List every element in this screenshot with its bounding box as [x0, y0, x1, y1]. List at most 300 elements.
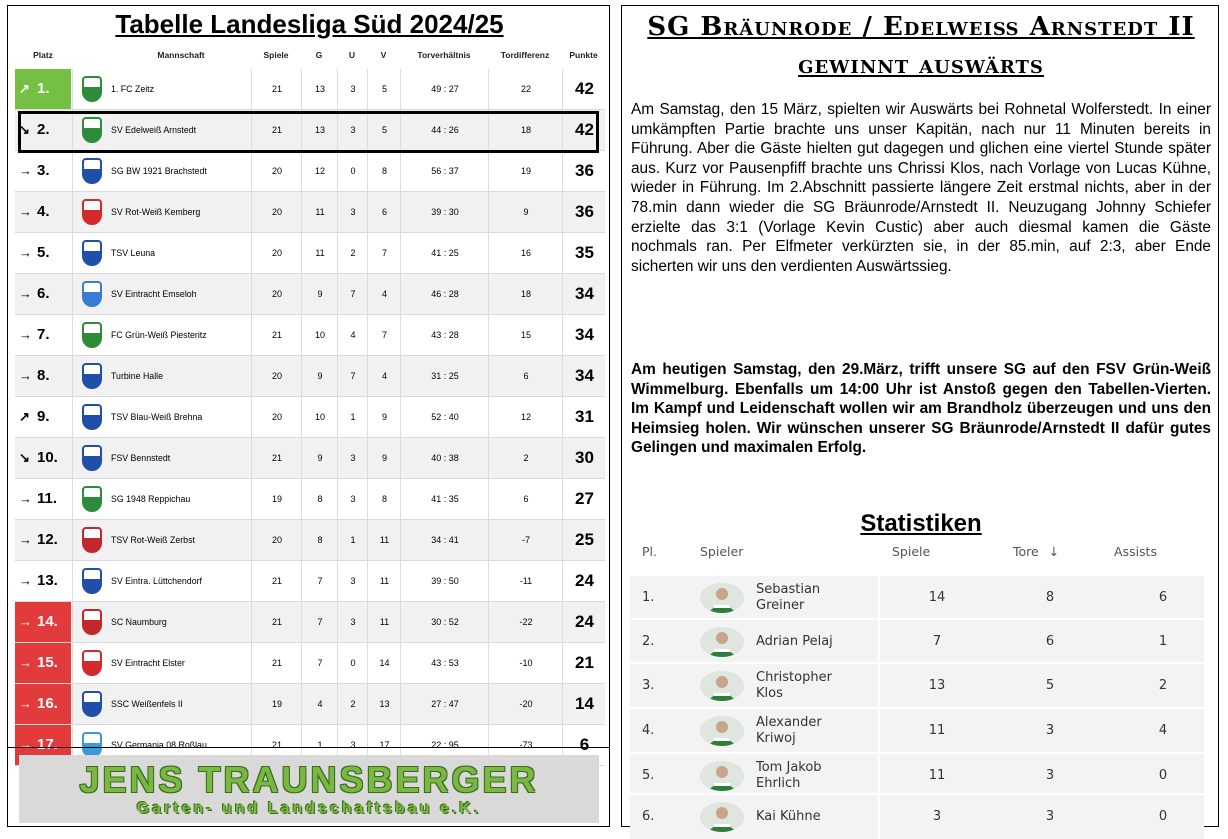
games-played: 21 — [251, 110, 302, 150]
wins: 13 — [301, 69, 338, 109]
table-row — [15, 561, 605, 602]
rank-cell — [15, 69, 71, 109]
goal-ratio: 43 : 53 — [400, 643, 489, 683]
header-platz: Platz — [33, 50, 53, 60]
losses: 4 — [367, 356, 401, 396]
trend-steady-icon: → — [19, 245, 32, 260]
wins: 9 — [301, 356, 338, 396]
losses: 11 — [367, 602, 401, 642]
header-tordifferenz: Tordifferenz — [500, 50, 550, 60]
club-crest-icon — [82, 650, 102, 676]
games-played: 21 — [251, 725, 302, 765]
points: 42 — [562, 110, 606, 150]
club-crest-cell — [72, 233, 107, 273]
player-assists: 1 — [1158, 634, 1168, 649]
club-crest-icon — [82, 199, 102, 225]
club-crest-icon — [82, 76, 102, 102]
header-v: V — [380, 50, 387, 60]
player-assists: 4 — [1158, 723, 1168, 738]
games-played: 21 — [251, 643, 302, 683]
goal-ratio: 30 : 52 — [400, 602, 489, 642]
player-goals: 3 — [1045, 768, 1055, 783]
losses: 13 — [367, 684, 401, 724]
player-avatar — [700, 671, 744, 701]
goal-difference: -11 — [488, 561, 563, 601]
points: 25 — [562, 520, 606, 560]
team-name: SV Edelweiß Arnstedt — [111, 125, 197, 135]
rank-number: 3. — [37, 162, 50, 179]
wins: 11 — [301, 192, 338, 232]
games-played: 21 — [251, 438, 302, 478]
club-crest-cell — [72, 479, 107, 519]
player-avatar — [700, 627, 744, 657]
points: 35 — [562, 233, 606, 273]
draws: 0 — [337, 643, 368, 683]
rank-cell — [15, 356, 71, 396]
team-name: SV Eintracht Elster — [111, 658, 185, 668]
rank-number: 12. — [37, 531, 58, 548]
losses: 9 — [367, 438, 401, 478]
team-name: SV Eintracht Emseloh — [111, 289, 197, 299]
club-crest-icon — [82, 281, 102, 307]
article-panel — [621, 5, 1219, 827]
stats-header-pl: Pl. — [642, 544, 657, 559]
player-name — [756, 760, 876, 794]
rank-number: 7. — [37, 326, 50, 343]
player-assists: 2 — [1158, 678, 1168, 693]
club-crest-cell — [72, 602, 107, 642]
sort-down-icon: ↓ — [1048, 544, 1060, 559]
trend-steady-icon: → — [19, 327, 32, 342]
club-crest-cell — [72, 315, 107, 355]
trend-steady-icon: → — [19, 696, 32, 711]
club-crest-icon — [82, 445, 102, 471]
trend-steady-icon: → — [19, 532, 32, 547]
column-divider — [878, 664, 880, 708]
player-rank: 2. — [642, 634, 655, 649]
table-row — [15, 520, 605, 561]
goal-ratio: 39 : 30 — [400, 192, 489, 232]
stats-row — [630, 707, 1204, 753]
club-crest-cell — [72, 561, 107, 601]
player-name-line-1: Sebastian — [756, 582, 821, 597]
sponsor-subtitle: Garten- und Landschaftsbau e.K. — [136, 800, 482, 817]
trend-up-icon: ↗ — [19, 81, 30, 96]
header-torverhaeltnis: Torverhältnis — [417, 50, 471, 60]
rank-cell — [15, 438, 71, 478]
rank-number: 13. — [37, 572, 58, 589]
club-crest-cell — [72, 356, 107, 396]
goal-difference: 22 — [488, 69, 563, 109]
goal-ratio: 40 : 38 — [400, 438, 489, 478]
draws: 3 — [337, 110, 368, 150]
goal-ratio: 22 : 95 — [400, 725, 489, 765]
points: 30 — [562, 438, 606, 478]
league-table-panel — [7, 5, 610, 827]
draws: 3 — [337, 479, 368, 519]
games-played: 20 — [251, 233, 302, 273]
player-avatar — [700, 761, 744, 791]
table-row — [15, 233, 605, 274]
goal-ratio: 31 : 25 — [400, 356, 489, 396]
player-avatar — [700, 802, 744, 832]
club-crest-icon — [82, 158, 102, 184]
player-games: 11 — [928, 768, 946, 783]
rank-number: 4. — [37, 203, 50, 220]
draws: 3 — [337, 438, 368, 478]
wins: 7 — [301, 643, 338, 683]
wins: 8 — [301, 479, 338, 519]
rank-cell — [15, 479, 71, 519]
goal-difference: -10 — [488, 643, 563, 683]
trend-steady-icon: → — [19, 163, 32, 178]
player-name-line-1: Tom Jakob — [756, 760, 822, 775]
goal-ratio: 43 : 28 — [400, 315, 489, 355]
draws: 1 — [337, 520, 368, 560]
club-crest-icon — [82, 568, 102, 594]
goal-difference: 6 — [488, 479, 563, 519]
games-played: 20 — [251, 520, 302, 560]
table-row — [15, 315, 605, 356]
player-name — [756, 715, 876, 749]
team-name: SV Eintra. Lüttchendorf — [111, 576, 202, 586]
player-goals: 6 — [1045, 634, 1055, 649]
player-rank: 3. — [642, 678, 655, 693]
goal-difference: 12 — [488, 397, 563, 437]
column-divider — [878, 754, 880, 798]
club-crest-cell — [72, 274, 107, 314]
club-crest-icon — [82, 240, 102, 266]
table-row — [15, 438, 605, 479]
losses: 9 — [367, 397, 401, 437]
rank-cell — [15, 315, 71, 355]
goal-difference: 18 — [488, 110, 563, 150]
player-rank: 5. — [642, 768, 655, 783]
goal-ratio: 49 : 27 — [400, 69, 489, 109]
goal-difference: 19 — [488, 151, 563, 191]
losses: 17 — [367, 725, 401, 765]
draws: 3 — [337, 69, 368, 109]
goal-ratio: 27 : 47 — [400, 684, 489, 724]
sponsor-divider — [8, 747, 609, 748]
goal-ratio: 56 : 37 — [400, 151, 489, 191]
rank-cell — [15, 561, 71, 601]
games-played: 19 — [251, 684, 302, 724]
header-punkte: Punkte — [569, 50, 598, 60]
games-played: 20 — [251, 356, 302, 396]
player-goals: 5 — [1045, 678, 1055, 693]
rank-cell — [15, 233, 71, 273]
points: 27 — [562, 479, 606, 519]
rank-cell — [15, 274, 71, 314]
goal-ratio: 41 : 25 — [400, 233, 489, 273]
losses: 7 — [367, 233, 401, 273]
rank-cell — [15, 520, 71, 560]
draws: 0 — [337, 151, 368, 191]
stats-row — [630, 793, 1204, 839]
team-name: SC Naumburg — [111, 617, 167, 627]
table-row — [15, 397, 605, 438]
column-divider — [878, 576, 880, 620]
points: 34 — [562, 315, 606, 355]
draws: 1 — [337, 397, 368, 437]
rank-number: 14. — [37, 613, 58, 630]
club-crest-icon — [82, 322, 102, 348]
sponsor-banner — [19, 755, 599, 823]
rank-number: 8. — [37, 367, 50, 384]
losses: 14 — [367, 643, 401, 683]
table-row — [15, 151, 605, 192]
wins: 11 — [301, 233, 338, 273]
draws: 4 — [337, 315, 368, 355]
trend-steady-icon: → — [19, 286, 32, 301]
losses: 7 — [367, 315, 401, 355]
rank-number: 10. — [37, 449, 58, 466]
player-name-line-1: Christopher — [756, 670, 832, 685]
player-rank: 1. — [642, 590, 655, 605]
trend-steady-icon: → — [19, 368, 32, 383]
team-name: Turbine Halle — [111, 371, 163, 381]
team-name: TSV Leuna — [111, 248, 156, 258]
rank-number: 11. — [37, 490, 58, 507]
rank-cell — [15, 602, 71, 642]
player-assists: 0 — [1158, 809, 1168, 824]
games-played: 21 — [251, 315, 302, 355]
player-games: 7 — [932, 634, 942, 649]
club-crest-icon — [82, 486, 102, 512]
player-goals: 3 — [1045, 809, 1055, 824]
league-table — [15, 69, 605, 766]
table-row — [15, 479, 605, 520]
player-name — [756, 670, 876, 704]
wins: 9 — [301, 274, 338, 314]
club-crest-icon — [82, 363, 102, 389]
table-title: Tabelle Landesliga Süd 2024/25 — [115, 9, 504, 39]
points: 34 — [562, 274, 606, 314]
article-headline-line-2: gewinnt auswärts — [798, 50, 1044, 80]
player-name-line-2: Greiner — [756, 598, 805, 613]
games-played: 21 — [251, 69, 302, 109]
games-played: 20 — [251, 192, 302, 232]
team-name: SG BW 1921 Brachstedt — [111, 166, 207, 176]
table-row — [15, 274, 605, 315]
table-row — [15, 356, 605, 397]
points: 14 — [562, 684, 606, 724]
player-goals: 3 — [1045, 723, 1055, 738]
table-row — [15, 602, 605, 643]
rank-number: 1. — [37, 80, 50, 97]
trend-steady-icon: → — [19, 573, 32, 588]
draws: 7 — [337, 274, 368, 314]
points: 6 — [562, 725, 606, 765]
rank-number: 5. — [37, 244, 50, 261]
trend-steady-icon: → — [19, 204, 32, 219]
header-u: U — [348, 50, 356, 60]
goal-difference: -73 — [488, 725, 563, 765]
player-goals: 8 — [1045, 590, 1055, 605]
trend-down-icon: ↘ — [19, 450, 30, 465]
wins: 9 — [301, 438, 338, 478]
goal-ratio: 41 : 35 — [400, 479, 489, 519]
rank-cell — [15, 192, 71, 232]
table-row — [15, 643, 605, 684]
goal-difference: 6 — [488, 356, 563, 396]
goal-difference: 15 — [488, 315, 563, 355]
trend-steady-icon: → — [19, 737, 32, 752]
losses: 4 — [367, 274, 401, 314]
wins: 7 — [301, 602, 338, 642]
club-crest-icon — [82, 404, 102, 430]
stats-header-tore[interactable] — [1013, 544, 1059, 559]
stats-row — [630, 574, 1204, 620]
column-divider — [878, 620, 880, 664]
rank-number: 16. — [37, 695, 58, 712]
player-name — [756, 582, 876, 616]
wins: 13 — [301, 110, 338, 150]
rank-cell — [15, 643, 71, 683]
player-avatar — [700, 583, 744, 613]
club-crest-icon — [82, 527, 102, 553]
player-rank: 4. — [642, 723, 655, 738]
goal-ratio: 34 : 41 — [400, 520, 489, 560]
points: 24 — [562, 602, 606, 642]
games-played: 20 — [251, 151, 302, 191]
rank-cell — [15, 151, 71, 191]
rank-cell — [15, 397, 71, 437]
player-name-line-2: Klos — [756, 686, 783, 701]
team-name: SG 1948 Reppichau — [111, 494, 191, 504]
header-mannschaft: Mannschaft — [157, 50, 205, 60]
player-name — [756, 795, 876, 839]
stats-title: Statistiken — [860, 510, 982, 537]
draws: 2 — [337, 233, 368, 273]
team-name: SSC Weißenfels II — [111, 699, 183, 709]
club-crest-icon — [82, 691, 102, 717]
wins: 10 — [301, 315, 338, 355]
points: 34 — [562, 356, 606, 396]
wins: 7 — [301, 561, 338, 601]
draws: 3 — [337, 602, 368, 642]
player-assists: 0 — [1158, 768, 1168, 783]
club-crest-cell — [72, 69, 107, 109]
draws: 2 — [337, 684, 368, 724]
player-games: 13 — [928, 678, 946, 693]
games-played: 21 — [251, 561, 302, 601]
wins: 4 — [301, 684, 338, 724]
goal-difference: 9 — [488, 192, 563, 232]
losses: 8 — [367, 479, 401, 519]
player-assists: 6 — [1158, 590, 1168, 605]
header-spiele: Spiele — [263, 50, 289, 60]
games-played: 19 — [251, 479, 302, 519]
losses: 5 — [367, 69, 401, 109]
games-played: 20 — [251, 397, 302, 437]
draws: 3 — [337, 561, 368, 601]
goal-difference: 2 — [488, 438, 563, 478]
points: 42 — [562, 69, 606, 109]
article-headline: SG Bräunrode / Edelweiß Arnstedt II — [647, 12, 1195, 42]
team-name: TSV Rot-Weiß Zerbst — [111, 535, 195, 545]
wins: 12 — [301, 151, 338, 191]
stats-row — [630, 618, 1204, 664]
losses: 11 — [367, 520, 401, 560]
player-name-line-2: Ehrlich — [756, 776, 801, 791]
club-crest-icon — [82, 609, 102, 635]
player-name — [756, 620, 876, 664]
losses: 6 — [367, 192, 401, 232]
goal-difference: 18 — [488, 274, 563, 314]
goal-difference: -7 — [488, 520, 563, 560]
trend-up-icon: ↗ — [19, 409, 30, 424]
points: 36 — [562, 192, 606, 232]
trend-down-icon: ↘ — [19, 122, 30, 137]
club-crest-cell — [72, 397, 107, 437]
stats-row — [630, 752, 1204, 798]
club-crest-cell — [72, 192, 107, 232]
player-rank: 6. — [642, 809, 655, 824]
points: 36 — [562, 151, 606, 191]
rank-number: 9. — [37, 408, 50, 425]
draws: 3 — [337, 725, 368, 765]
player-name-line-1: Alexander — [756, 715, 822, 730]
goal-ratio: 46 : 28 — [400, 274, 489, 314]
match-preview-paragraph: Am heutigen Samstag, den 29.März, trifft unsere SG auf den FSV Grün-Weiß Wimmelburg. Ebenfalls um 14:00 Uhr ist Anstoß gegen den Tabellen-Vierten. Im Kampf und Leidenschaft wollen wir am Brandholz überzeugen und uns den Heimsieg holen. Wir wünschen unserer SG Bräunrode/Arnstedt II dafür gutes Gelingen und maximalen Erfolg. — [631, 361, 1211, 457]
stats-header-spiele[interactable]: Spiele — [892, 544, 931, 559]
games-played: 21 — [251, 602, 302, 642]
stats-header-assists[interactable]: Assists — [1114, 544, 1157, 559]
wins: 10 — [301, 397, 338, 437]
column-divider — [878, 795, 880, 839]
team-name: FC Grün-Weiß Piesteritz — [111, 330, 207, 340]
player-games: 11 — [928, 723, 946, 738]
player-name-line-1: Kai Kühne — [756, 809, 821, 824]
games-played: 20 — [251, 274, 302, 314]
stats-header-tore-label: Tore — [1013, 544, 1039, 559]
points: 21 — [562, 643, 606, 683]
draws: 7 — [337, 356, 368, 396]
trend-steady-icon: → — [19, 614, 32, 629]
player-name-line-2: Kriwoj — [756, 731, 796, 746]
goal-difference: -20 — [488, 684, 563, 724]
own-team-highlight — [18, 111, 599, 153]
rank-number: 15. — [37, 654, 58, 671]
wins: 8 — [301, 520, 338, 560]
rank-number: 6. — [37, 285, 50, 302]
rank-cell — [15, 684, 71, 724]
table-row — [15, 684, 605, 725]
trend-steady-icon: → — [19, 655, 32, 670]
losses: 8 — [367, 151, 401, 191]
losses: 11 — [367, 561, 401, 601]
trend-steady-icon: → — [19, 491, 32, 506]
goal-ratio: 39 : 50 — [400, 561, 489, 601]
club-crest-cell — [72, 151, 107, 191]
column-divider — [878, 709, 880, 753]
match-report-paragraph: Am Samstag, den 15 März, spielten wir Auswärts bei Rohnetal Wolferstedt. In einer umkämpften Partie brachte uns unser Kapitän, nach nur 11 Minuten bereits in Führung. Aber die Gäste hielten gut dagegen und glichen eine viertel Stunde später aus. Kurz vor Pausenpfiff brachte uns Chrissi Klos, nach Vorlage von Lucas Kühne, wieder in Führung. Im 2.Abschnitt passierte längere Zeit erstmal nichts, aber in der 78.min dann wieder die SG Bräunrode/Arnstedt II. Neuzugang Johnny Schiefer erzielte das 3:1 (Vorlage Kevin Custic) aber auch diesmal kamen die Gäste nochmals ran. Per Elfmeter verkürzten sie, in der 85.min, auf 2:3, aber Ende sicherten wir uns den verdienten Auswärtssieg. — [631, 101, 1211, 275]
player-games: 3 — [932, 809, 942, 824]
team-name: SV Germania 08 Roßlau — [111, 740, 207, 750]
club-crest-cell — [72, 684, 107, 724]
goal-difference: 16 — [488, 233, 563, 273]
header-g: G — [315, 50, 323, 60]
goal-ratio: 44 : 26 — [400, 110, 489, 150]
team-name: FSV Bennstedt — [111, 453, 171, 463]
player-name-line-1: Adrian Pelaj — [756, 634, 833, 649]
team-name: TSV Blau-Weiß Brehna — [111, 412, 203, 422]
club-crest-cell — [72, 643, 107, 683]
club-crest-cell — [72, 438, 107, 478]
draws: 3 — [337, 192, 368, 232]
